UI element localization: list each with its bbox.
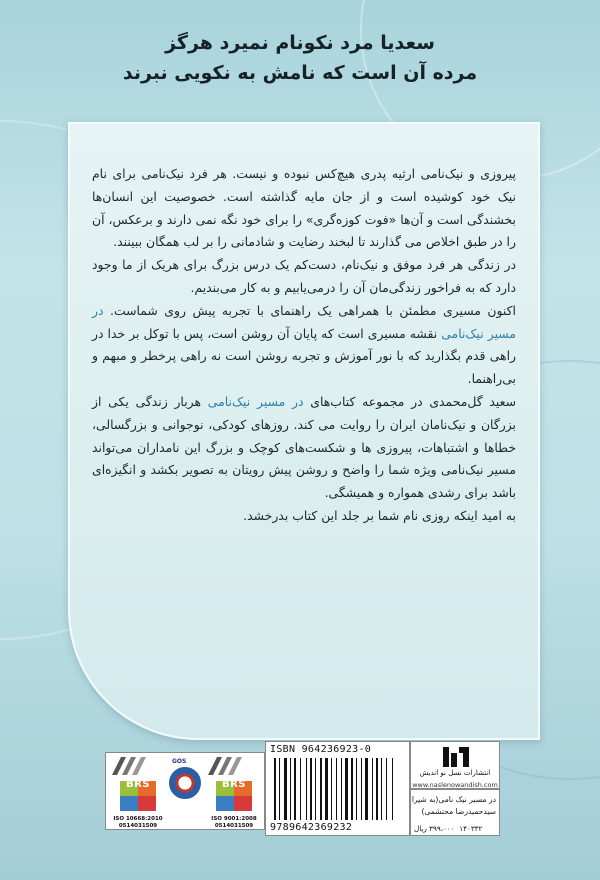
paragraph-2: در زندگی هر فرد موفق و نیک‌نام، دست‌کم یک درس بزرگ برای هریک از ما وجود دارد که به فراخور زندگی‌مان آن را درمی‌یابیم و به کار می‌بندیم. — [92, 257, 516, 295]
certification-badges — [105, 752, 265, 830]
isbn-label: ISBN 964236923-0 — [270, 744, 372, 755]
paragraph-4-end: هربار زندگی یکی از بزرگان و نیک‌نامان ایران را روایت می کند. روزهای کودکی، نوجوانی و بزرگسالی، خطاها و اشتباهات، پیروزی ها و شکست‌های کوچک و بزرگ این نامداران می‌تواند مسیر نیک‌نامی ویژه شما را واضح و روشن پیش رویتان به تصویر بکشد و انگیزه‌ای باشد برای رشدی همواره و همیشگی. — [92, 393, 516, 501]
chevron-logo-icon — [208, 757, 242, 775]
barcode-number: 9789642369232 — [270, 822, 353, 833]
price-value: ۳۹۹،۰۰۰ ریال — [414, 824, 455, 833]
publisher-url: www.naslenowandish.com — [412, 781, 498, 789]
publisher-logo-icon — [441, 745, 471, 769]
book-title-inline: در مسیر نیک‌نامی — [207, 393, 304, 409]
book-info-box — [410, 789, 500, 836]
chevron-logo-icon — [112, 757, 146, 775]
book-info-title: در مسیر نیک نامی(به شیرا — [411, 795, 496, 804]
publisher-name: انتشارات نسل نو اندیش — [419, 769, 491, 777]
barcode-box — [265, 741, 410, 836]
brs-label: BRS — [221, 779, 247, 790]
blurb-text — [92, 163, 516, 528]
gos-label: GOS — [172, 758, 187, 765]
paragraph-3 — [92, 300, 516, 391]
book-info-author: سیدحمیدرضا محتشمی) — [421, 807, 496, 816]
paragraph-4 — [92, 391, 516, 505]
iso-caption-left: ISO 10668:2010 0514031509 — [113, 816, 163, 829]
book-price — [414, 824, 482, 833]
poem-verse — [0, 28, 600, 88]
publisher-box — [410, 741, 500, 789]
book-title-inline: در مسیر نیک‌نامی — [92, 302, 516, 341]
paragraph-1: پیروزی و نیک‌نامی ارثیه پدری هیچ‌کس نبوده و نیست. هر فرد نیک‌نامی برای نام نیک خود کوشیده است و از جان مایه گذاشته است. خصوصیت این انسان‌ها بخشندگی است و آن‌ها «فوت کوزه‌گری» را برای خود نگه نمی دارند و برعکس، آن را در طبق اخلاص می گذارند تا لبخند رضایت و شادمانی را بر لب همگان ببینند. — [92, 166, 516, 250]
paragraph-3-start: اکنون مسیری مطمئن با همراهی یک راهنمای با تجربه پیش روی شماست. — [110, 302, 516, 318]
poem-line-2: مرده آن است که نامش به نکویی نبرند — [122, 62, 478, 84]
brs-badge-left — [112, 757, 164, 815]
brs-badge-right — [208, 757, 260, 815]
poem-line-1: سعدیا مرد نکونام نمیرد هرگز — [165, 32, 435, 54]
paragraph-3-end: نقشه مسیری است که پایان آن روشن است، پس با توکل بر خدا در راهی قدم بگذارید که با نور آموزش و تجربه روشن است نه راهی پرخطر و مبهم و بی‌راهنما. — [92, 325, 516, 387]
paragraph-4-start: سعید گل‌محمدی در مجموعه کتاب‌های — [310, 393, 516, 409]
book-code: ۱۴۰۳۳۲ — [459, 824, 483, 833]
gos-seal-icon — [169, 767, 201, 799]
brs-label: BRS — [125, 779, 151, 790]
paragraph-5: به امید اینکه روزی نام شما بر جلد این کتاب بدرخشد. — [243, 507, 516, 523]
iso-caption-right: ISO 9001:2008 0514031509 — [211, 816, 257, 829]
barcode-icon — [274, 758, 404, 820]
